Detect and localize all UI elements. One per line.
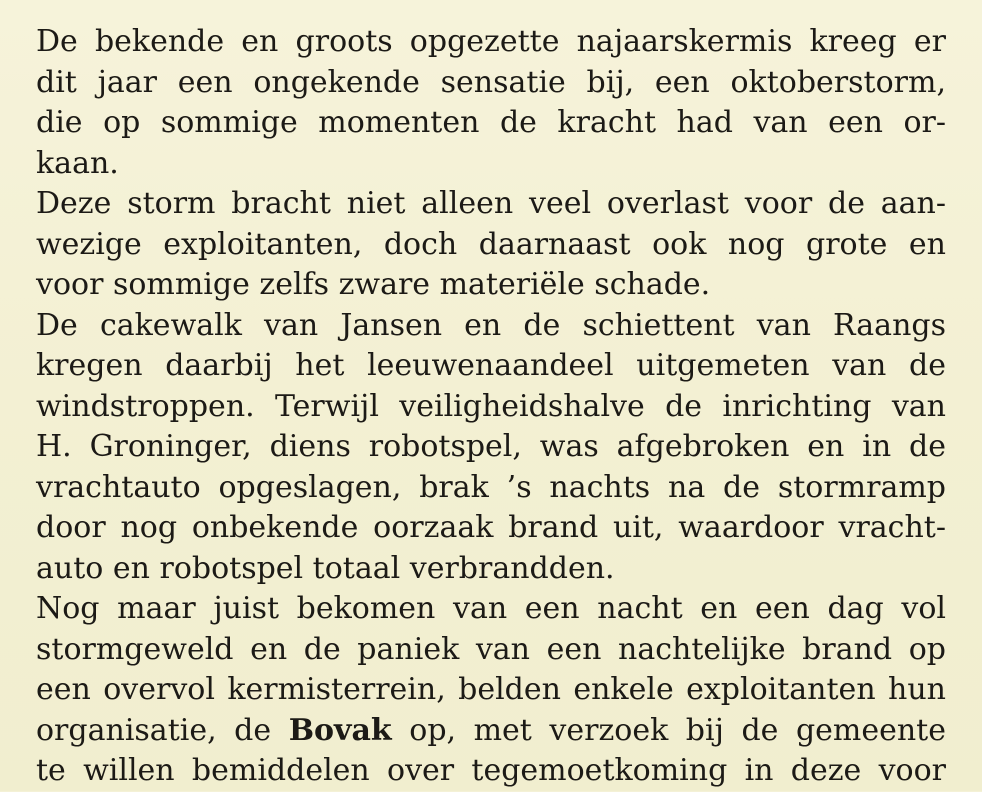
text-line: vrachtauto opgeslagen, brak ’s nachts na de stormramp [36, 469, 946, 505]
paragraph-4 [36, 589, 946, 792]
text-line: stormgeweld en de paniek van een nachtelijke brand op [36, 631, 946, 667]
paragraph-2 [36, 184, 946, 306]
text-line: te willen bemiddelen over tegemoetkoming in deze voor [36, 753, 946, 788]
article-text [36, 22, 946, 792]
text-line: door nog onbekende oorzaak brand uit, waardoor vracht- [36, 510, 946, 545]
text-line: kregen daarbij het leeuwenaandeel uitgemeten van de [36, 348, 946, 383]
text-line: wezige exploitanten, doch daarnaast ook nog grote en [36, 226, 946, 262]
organization-name-bold: Bovak [288, 712, 392, 748]
text-line: een overvol kermisterrein, belden enkele exploitanten hun [36, 672, 946, 707]
text-line: Nog maar juist bekomen van een nacht en een dag vol [36, 591, 946, 626]
text-line: auto en robotspel totaal verbrandden. [36, 550, 615, 586]
paragraph-3 [36, 306, 946, 590]
text-line: voor sommige zelfs zware materiële schade. [36, 267, 711, 302]
text-line: H. Groninger, diens robotspel, was afgebroken en in de [36, 429, 946, 464]
text-line: Deze storm bracht niet alleen veel overlast voor de aan- [36, 186, 946, 221]
paragraph-1 [36, 22, 946, 184]
text-line: dit jaar een ongekende sensatie bij, een oktoberstorm, [36, 64, 946, 100]
text-line-with-bold [36, 711, 946, 752]
text-line: De bekende en groots opgezette najaarskermis kreeg er [36, 24, 946, 59]
text-line: die op sommige momenten de kracht had van een or- [36, 105, 946, 140]
text-segment: organisatie, de [36, 712, 289, 748]
text-segment: op, met verzoek bij de gemeente [391, 712, 946, 748]
text-line: windstroppen. Terwijl veiligheidshalve de inrichting van [36, 388, 946, 424]
text-line: De cakewalk van Jansen en de schiettent van Raangs [36, 307, 946, 343]
text-line: kaan. [36, 145, 119, 181]
